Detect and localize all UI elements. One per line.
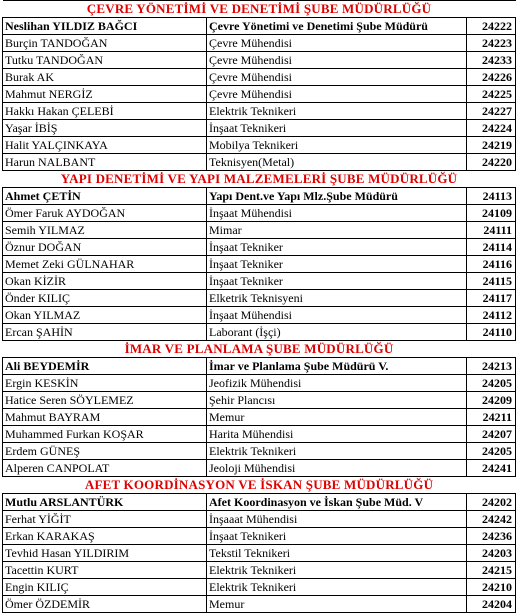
section-title: İMAR VE PLANLAMA ŞUBE MÜDÜRLÜĞÜ (3, 341, 516, 358)
staff-name: Muhammed Furkan KOŞAR (3, 426, 207, 443)
staff-name: Erkan KARAKAŞ (3, 528, 207, 545)
staff-extension: 24114 (467, 239, 516, 256)
staff-name: Burçin TANDOĞAN (3, 35, 207, 52)
table-row (3, 409, 516, 426)
staff-name: Hatice Seren SÖYLEMEZ (3, 392, 207, 409)
staff-name: Erdem GÜNEŞ (3, 443, 207, 460)
head-name: Mutlu ARSLANTÜRK (3, 494, 207, 511)
staff-extension: 24226 (467, 69, 516, 86)
staff-extension: 24116 (467, 256, 516, 273)
staff-name: Okan KİZİR (3, 273, 207, 290)
staff-extension: 24236 (467, 528, 516, 545)
section-title: ÇEVRE YÖNETİMİ VE DENETİMİ ŞUBE MÜDÜRLÜĞÜ (3, 1, 516, 18)
table-row (3, 290, 516, 307)
head-title: Çevre Yönetimi ve Denetimi Şube Müdürü (207, 18, 467, 35)
staff-name: Ferhat YİĞİT (3, 511, 207, 528)
staff-name: Mahmut BAYRAM (3, 409, 207, 426)
head-title: İmar ve Planlama Şube Müdürü V. (207, 358, 467, 375)
table-row (3, 528, 516, 545)
staff-extension: 24223 (467, 35, 516, 52)
head-extension: 24222 (467, 18, 516, 35)
table-row (3, 137, 516, 154)
staff-name: Öznur DOĞAN (3, 239, 207, 256)
staff-title: Elketrik Teknisyeni (207, 290, 467, 307)
table-row (3, 103, 516, 120)
table-row (3, 460, 516, 477)
staff-title: Jeoloji Mühendisi (207, 460, 467, 477)
staff-name: Okan YILMAZ (3, 307, 207, 324)
table-row (3, 239, 516, 256)
staff-title: İnşaaat Mühendisi (207, 511, 467, 528)
section-title-row (3, 477, 516, 494)
staff-title: Harita Mühendisi (207, 426, 467, 443)
staff-extension: 24241 (467, 460, 516, 477)
staff-title: Elektrik Teknikeri (207, 579, 467, 596)
staff-title: İnşaat Teknikeri (207, 120, 467, 137)
table-row (3, 324, 516, 341)
head-extension: 24202 (467, 494, 516, 511)
table-row (3, 579, 516, 596)
staff-extension: 24110 (467, 324, 516, 341)
staff-name: Semih YILMAZ (3, 222, 207, 239)
table-row (3, 596, 516, 613)
table-row (3, 52, 516, 69)
table-row (3, 222, 516, 239)
staff-extension: 24233 (467, 52, 516, 69)
head-title: Yapı Dent.ve Yapı Mlz.Şube Müdürü (207, 188, 467, 205)
table-row (3, 511, 516, 528)
staff-title: Elektrik Teknikeri (207, 103, 467, 120)
section-title: YAPI DENETİMİ VE YAPI MALZEMELERİ ŞUBE MÜDÜRLÜĞÜ (3, 171, 516, 188)
staff-title: Çevre Mühendisi (207, 86, 467, 103)
staff-title: İnşaat Mühendisi (207, 307, 467, 324)
head-extension: 24113 (467, 188, 516, 205)
staff-title: Çevre Mühendisi (207, 52, 467, 69)
section-title-row (3, 171, 516, 188)
staff-title: Çevre Mühendisi (207, 69, 467, 86)
table-row (3, 545, 516, 562)
section-title-row (3, 1, 516, 18)
table-row (3, 256, 516, 273)
staff-title: Jeofizik Mühendisi (207, 375, 467, 392)
staff-title: Memur (207, 596, 467, 613)
table-row (3, 205, 516, 222)
staff-name: Ercan ŞAHİN (3, 324, 207, 341)
table-row (3, 35, 516, 52)
staff-extension: 24111 (467, 222, 516, 239)
staff-extension: 24224 (467, 120, 516, 137)
staff-title: Laborant (İşçi) (207, 324, 467, 341)
head-title: Afet Koordinasyon ve İskan Şube Müd. V (207, 494, 467, 511)
staff-extension: 24115 (467, 273, 516, 290)
staff-name: Ömer Faruk AYDOĞAN (3, 205, 207, 222)
table-row (3, 443, 516, 460)
staff-title: İnşaat Tekniker (207, 256, 467, 273)
table-row (3, 86, 516, 103)
staff-extension: 24109 (467, 205, 516, 222)
section-head-row (3, 188, 516, 205)
staff-name: Tutku TANDOĞAN (3, 52, 207, 69)
staff-title: İnşaat Teknikeri (207, 528, 467, 545)
directory-table (2, 0, 516, 613)
section-head-row (3, 494, 516, 511)
section-head-row (3, 358, 516, 375)
staff-title: İnşaat Tekniker (207, 239, 467, 256)
staff-extension: 24227 (467, 103, 516, 120)
staff-extension: 24210 (467, 579, 516, 596)
staff-title: Elektrik Teknikeri (207, 443, 467, 460)
staff-name: Memet Zeki GÜLNAHAR (3, 256, 207, 273)
staff-name: Yaşar İBİŞ (3, 120, 207, 137)
staff-extension: 24219 (467, 137, 516, 154)
section-head-row (3, 18, 516, 35)
staff-title: Mimar (207, 222, 467, 239)
staff-name: Ergin KESKİN (3, 375, 207, 392)
staff-extension: 24204 (467, 596, 516, 613)
staff-extension: 24215 (467, 562, 516, 579)
staff-name: Mahmut NERGİZ (3, 86, 207, 103)
staff-extension: 24112 (467, 307, 516, 324)
table-row (3, 562, 516, 579)
head-name: Neslihan YILDIZ BAĞCI (3, 18, 207, 35)
staff-title: Elektrik Teknikeri (207, 562, 467, 579)
staff-extension: 24211 (467, 409, 516, 426)
table-row (3, 375, 516, 392)
table-row (3, 426, 516, 443)
table-row (3, 392, 516, 409)
staff-name: Hakkı Hakan ÇELEBİ (3, 103, 207, 120)
staff-extension: 24117 (467, 290, 516, 307)
table-row (3, 154, 516, 171)
staff-extension: 24205 (467, 375, 516, 392)
staff-title: Mobilya Teknikeri (207, 137, 467, 154)
table-row (3, 307, 516, 324)
staff-title: Çevre Mühendisi (207, 35, 467, 52)
staff-name: Tacettin KURT (3, 562, 207, 579)
section-title: AFET KOORDİNASYON VE İSKAN ŞUBE MÜDÜRLÜĞÜ (3, 477, 516, 494)
head-name: Ali BEYDEMİR (3, 358, 207, 375)
staff-extension: 24242 (467, 511, 516, 528)
staff-extension: 24209 (467, 392, 516, 409)
staff-title: İnşaat Mühendisi (207, 205, 467, 222)
staff-title: Tekstil Teknikeri (207, 545, 467, 562)
staff-title: Memur (207, 409, 467, 426)
staff-name: Engin KILIÇ (3, 579, 207, 596)
staff-title: Teknisyen(Metal) (207, 154, 467, 171)
head-extension: 24213 (467, 358, 516, 375)
staff-extension: 24205 (467, 443, 516, 460)
section-title-row (3, 341, 516, 358)
table-row (3, 273, 516, 290)
staff-name: Harun NALBANT (3, 154, 207, 171)
table-row (3, 120, 516, 137)
head-name: Ahmet ÇETİN (3, 188, 207, 205)
staff-title: İnşaat Tekniker (207, 273, 467, 290)
staff-title: Şehir Plancısı (207, 392, 467, 409)
staff-name: Burak AK (3, 69, 207, 86)
staff-extension: 24207 (467, 426, 516, 443)
staff-name: Halit YALÇINKAYA (3, 137, 207, 154)
staff-name: Önder KILIÇ (3, 290, 207, 307)
staff-extension: 24220 (467, 154, 516, 171)
staff-name: Alperen CANPOLAT (3, 460, 207, 477)
table-row (3, 69, 516, 86)
staff-extension: 24225 (467, 86, 516, 103)
staff-name: Ömer ÖZDEMİR (3, 596, 207, 613)
staff-name: Tevhid Hasan YILDIRIM (3, 545, 207, 562)
staff-extension: 24203 (467, 545, 516, 562)
